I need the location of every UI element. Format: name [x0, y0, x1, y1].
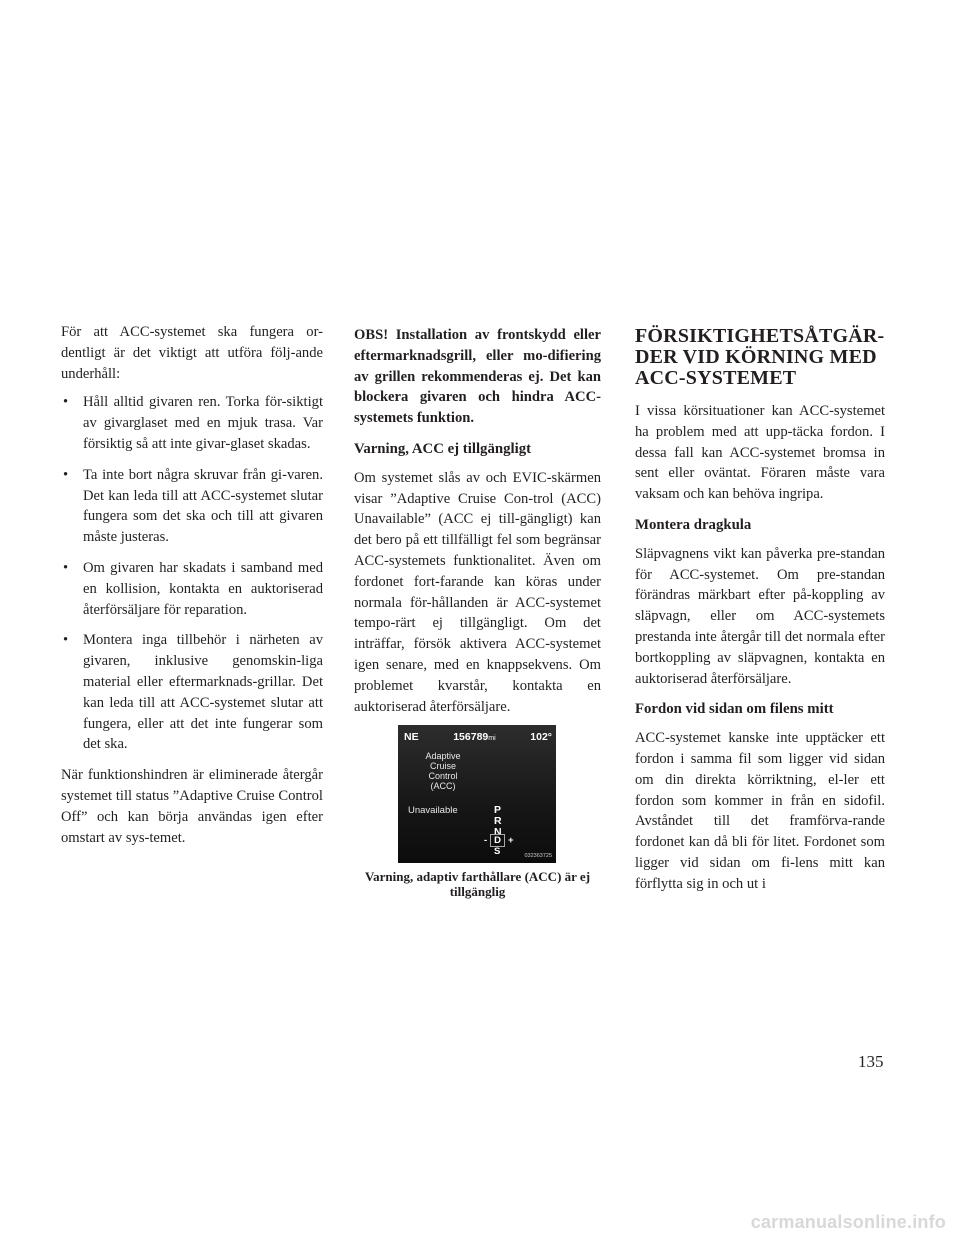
- watermark: carmanualsonline.info: [750, 1212, 946, 1232]
- body-paragraph: Om systemet slås av och EVIC-skärmen visar ”Adaptive Cruise Con-trol (ACC) Unavailable” (ACC ej till-gängligt) kan det bero på ett tillfälligt fel som begränsar ACC-systemets funktionalitet. Även om fordonet fort-farande kan köras under normala för-hållanden är ACC-systemet tempo-rärt ej tillgängligt. Om det inträffar, försök aktivera ACC-systemet igen senare, med en knappsekvens. Om problemet kvarstår, kontakta en auktoriserad återförsäljare.: [354, 469, 601, 715]
- display-top-row: [404, 731, 552, 743]
- status-unavailable: Unavailable: [408, 805, 458, 817]
- drive-gear-indicator: - D + S: [484, 835, 514, 858]
- note-paragraph: OBS! Installation av frontskydd eller eftermarknadsgrill, eller mo-difiering av grillen rekommenderas ej. Det kan blockera givaren och hindra ACC-systemets funktion.: [354, 327, 601, 427]
- list-item: • Ta inte bort några skruvar från gi-varen. Det kan leda till att ACC-systemet slutar fungera som det ska och till att givaren måste justeras.: [61, 465, 323, 548]
- list-item: • Håll alltid givaren ren. Torka för-siktigt av givarglaset med en mjuk trasa. Var försiktig så att inte givar-glaset skadas.: [61, 392, 323, 454]
- page-number: 135: [858, 1052, 884, 1071]
- odometer-readout: 156789mi: [453, 731, 496, 744]
- list-item: • Montera inga tillbehör i närheten av givaren, inklusive genomskin-liga material eller eftermarknads-grillar. Det kan leda till att ACC-systemet slutar att fungera, eller att det inte fungerar som det ska.: [61, 630, 323, 755]
- section-heading: FÖRSIKTIGHETSÅTGÄR- DER VID KÖRNING MED ACC-SYSTEMET: [635, 325, 885, 389]
- figure-code: 032363725: [524, 853, 552, 860]
- acc-label: Adaptive Cruise Control (ACC): [425, 751, 461, 792]
- temperature-readout: 102°: [530, 731, 552, 744]
- body-paragraph: ACC-systemet kanske inte upptäcker ett fordon i samma fil som ligger vid sidan om din direkta körriktning, el-ler ett fordon som kommer in från en sidofil. Avståndet till det framförva-rande fordonet kan då bli för litet. Fordonet som ligger vid sidan om fi-lens mitt kan förflytta sig in och ut i: [635, 730, 885, 892]
- evic-display-figure: [398, 725, 556, 863]
- gear-indicator: P R N: [494, 804, 502, 839]
- column-middle: [354, 325, 601, 899]
- intro-paragraph: I vissa körsituationer kan ACC-systemet ha problem med att upp-täcka fordon. I dessa fall kan ACC-systemet bromsa in sent eller oväntat. Föraren måste vara vaksam och kan behöva ingripa.: [635, 403, 885, 503]
- subheading-offset-vehicle: Fordon vid sidan om filens mitt: [635, 701, 834, 718]
- intro-paragraph: För att ACC-systemet ska fungera or-dentligt är det viktigt att utföra följ-ande underhåll:: [61, 324, 323, 382]
- body-paragraph: Släpvagnens vikt kan påverka pre-standan för ACC-systemet. Om pre-standan förändras märkbart efter på-koppling av släpvagn, eller om ACC-systemets prestanda inte återgår till det normala efter bortkoppling av släpvagnen, kontakta en auktoriserad återförsäljare.: [635, 545, 885, 687]
- compass-heading: NE: [404, 731, 419, 744]
- closing-paragraph: När funktionshindren är eliminerade återgår systemet till status ”Adaptive Cruise Control Off” och kan börja användas igen efter omstart av sys-temet.: [61, 767, 323, 846]
- list-item: • Om givaren har skadats i samband med en kollision, kontakta en auktoriserad återförsäljare för reparation.: [61, 558, 323, 620]
- subheading-tow-hitch: Montera dragkula: [635, 516, 752, 533]
- figure-caption: Varning, adaptiv farthållare (ACC) är ej tillgänglig: [364, 869, 591, 900]
- column-right: [635, 326, 885, 903]
- subheading-acc-unavailable: Varning, ACC ej tillgängligt: [354, 440, 532, 457]
- maintenance-list: [61, 392, 323, 755]
- column-left: [61, 322, 323, 856]
